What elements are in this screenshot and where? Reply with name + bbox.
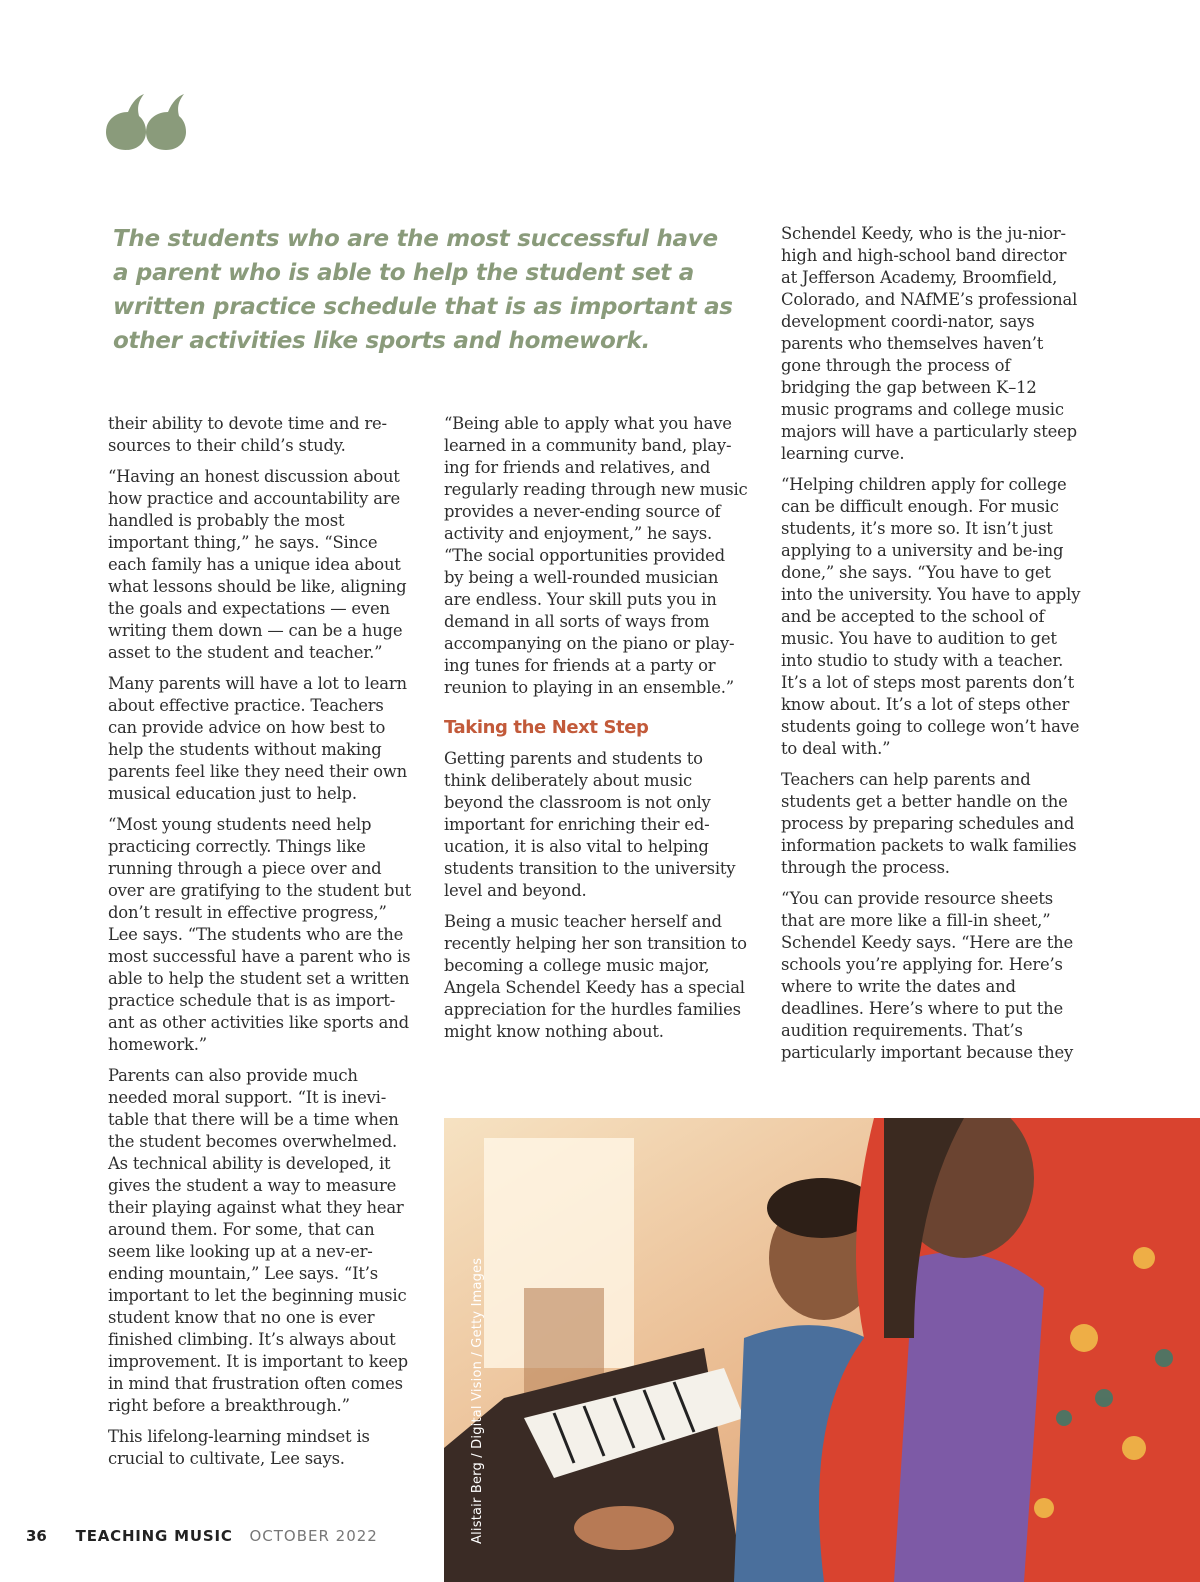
paragraph: “Having an honest discussion about how practice and accountability are handled is probably the most important thing,” he says. “Since each family has a unique idea about what lessons should be like, aligning the goals and expectations — even writing them down — can be a huge asset to the student and teacher.” — [108, 467, 407, 662]
paragraph: Teachers can help parents and students get a better handle on the process by preparing schedules and information packets to walk families through the process. — [781, 770, 1077, 877]
article-column-3 — [781, 223, 1081, 1073]
article-column-2 — [444, 413, 749, 1052]
paragraph: Being a music teacher herself and recently helping her son transition to becoming a college music major, Angela Schendel Keedy has a special appreciation for the hurdles families might know nothing about. — [444, 912, 747, 1041]
page-number: 36 — [26, 1527, 47, 1545]
paragraph: “Most young students need help practicing correctly. Things like running through a piece over and over are gratifying to the student but don’t result in effective progress,” Lee says. “The students who are the most successful have a parent who is able to help the student set a written practice schedule that is as import-ant as other activities like sports and homework.” — [108, 815, 411, 1054]
article-column-1 — [108, 413, 413, 1479]
quote-mark-icon — [104, 92, 188, 152]
paragraph: “Helping children apply for college can be difficult enough. For music students, it’s more so. It isn’t just applying to a university and be-ing done,” she says. “You have to get into the university. You have to apply and be accepted to the school of music. You have to audition to get into studio to study with a teacher. It’s a lot of steps most parents don’t know about. It’s a lot of steps other students going to college won’t have to deal with.” — [781, 475, 1081, 758]
section-heading: Taking the Next Step — [444, 717, 649, 738]
paragraph: This lifelong-learning mindset is crucial to cultivate, Lee says. — [108, 1427, 370, 1468]
issue-date: OCTOBER 2022 — [249, 1527, 378, 1545]
piano-lesson-photo — [444, 1118, 1200, 1582]
paragraph: Getting parents and students to think deliberately about music beyond the classroom is not only important for enriching their ed-ucation, it is also vital to helping students transition to the university level and beyond. — [444, 749, 736, 900]
publication-name: TEACHING MUSIC — [75, 1527, 233, 1545]
paragraph: “You can provide resource sheets that are more like a fill-in sheet,” Schendel Keedy says. “Here are the schools you’re applying for. Here’s where to write the dates and deadlines. Here’s where to put the audition requirements. That’s particularly important because they — [781, 889, 1074, 1062]
paragraph: their ability to devote time and re-sources to their child’s study. — [108, 414, 387, 455]
photo-credit: Alistair Berg / Digital Vision / Getty Images — [470, 1257, 485, 1544]
paragraph: “Being able to apply what you have learned in a community band, play-ing for friends and relatives, and regularly reading through new music provides a never-ending source of activity and enjoyment,” he says. “The social opportunities provided by being a well-rounded musician are endless. Your skill puts you in demand in all sorts of ways from accompanying on the piano or play-ing tunes for friends at a party or reunion to playing in an ensemble.” — [444, 414, 748, 697]
paragraph: Schendel Keedy, who is the ju-nior-high and high-school band director at Jefferson Academy, Broomfield, Colorado, and NAfME’s professional development coordi-nator, says parents who themselves haven’t gone through the process of bridging the gap between K–12 music programs and college music majors will have a particularly steep learning curve. — [781, 224, 1078, 463]
paragraph: Many parents will have a lot to learn about effective practice. Teachers can provide advice on how best to help the students without making parents feel like they need their own musical education just to help. — [108, 674, 407, 803]
paragraph: Parents can also provide much needed moral support. “It is inevi-table that there will be a time when the student becomes overwhelmed. As technical ability is developed, it gives the student a way to measure their playing against what they hear around them. For some, that can seem like looking up at a nev-er-ending mountain,” Lee says. “It’s important to let the beginning music student know that no one is ever finished climbing. It’s always about improvement. It is important to keep in mind that frustration often comes right before a breakthrough.” — [108, 1066, 408, 1415]
page-footer — [26, 1527, 378, 1545]
pull-quote: The students who are the most successful have a parent who is able to help the student set a written practice schedule that is as important as other activities like sports and homework. — [113, 226, 733, 354]
